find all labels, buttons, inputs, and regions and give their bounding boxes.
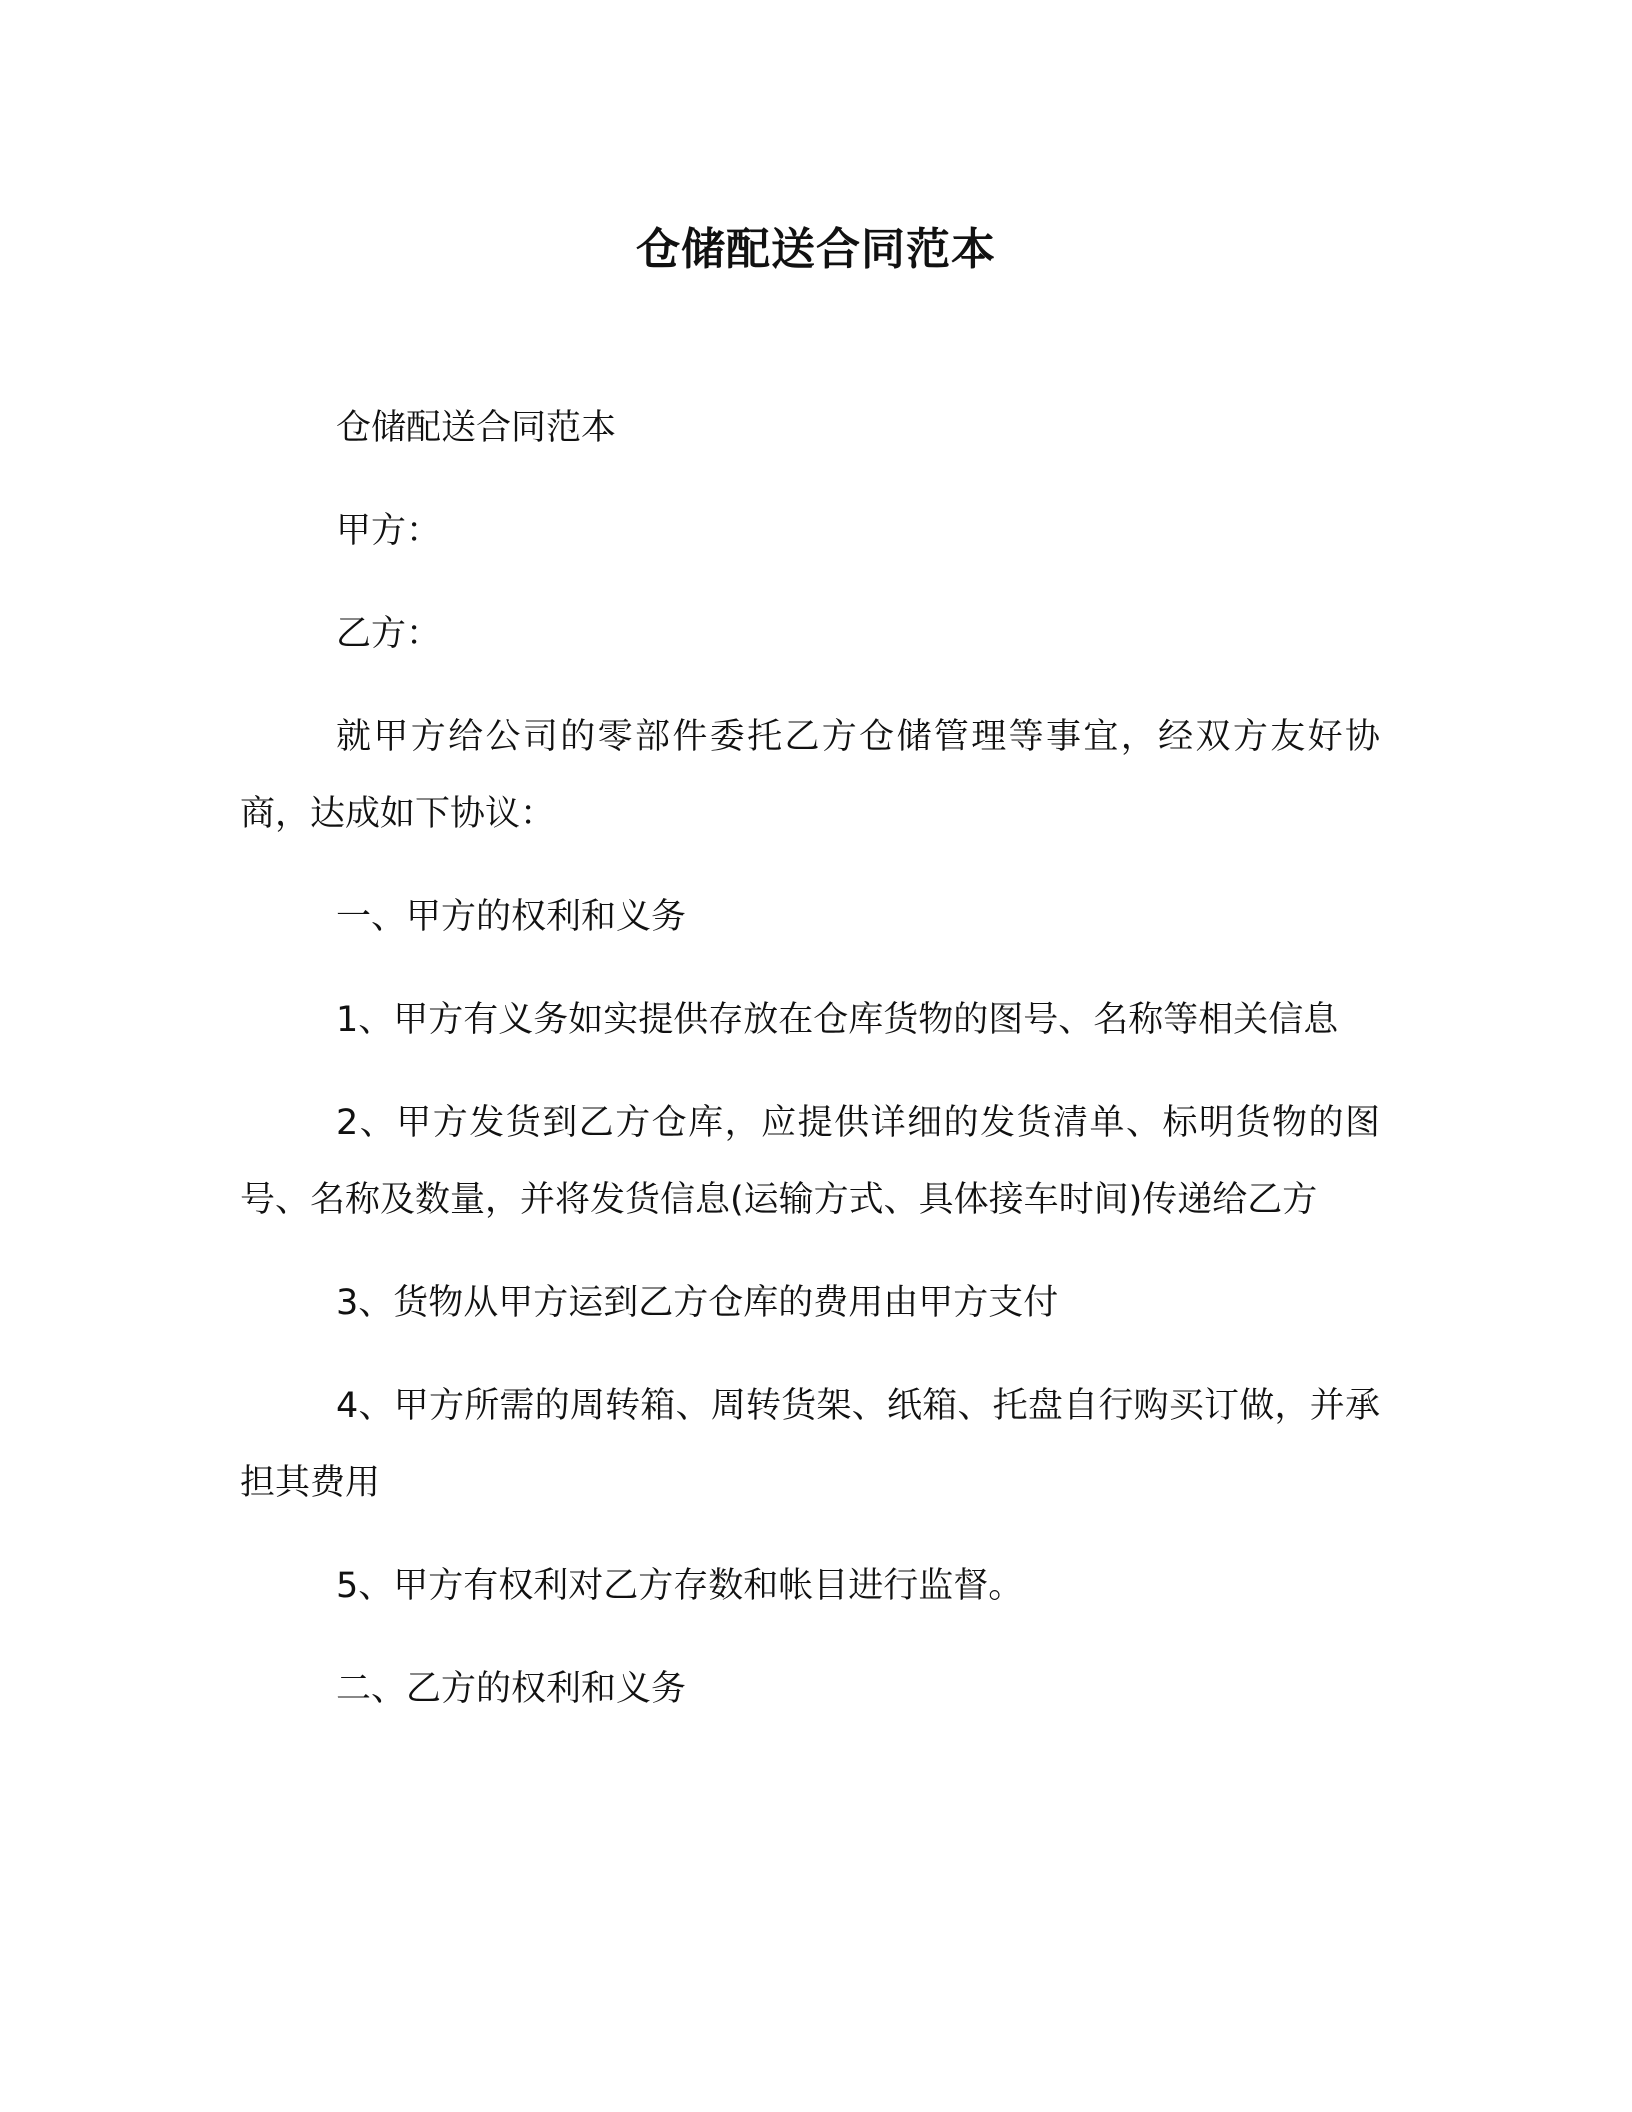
paragraph-party-a: 甲方： xyxy=(336,511,442,551)
paragraph-preamble: 就甲方给公司的零部件委托乙方仓储管理等事宜，经双方友好协商，达成如下协议： xyxy=(240,717,1380,834)
clause-a-4: 4、甲方所需的周转箱、周转货架、纸箱、托盘自行购买订做，并承担其费用 xyxy=(240,1386,1380,1503)
clause-a-1: 1、甲方有义务如实提供存放在仓库货物的图号、名称等相关信息 xyxy=(336,1000,1339,1040)
document-body xyxy=(240,390,1380,1754)
clause-a-3: 3、货物从甲方运到乙方仓库的费用由甲方支付 xyxy=(336,1283,1059,1323)
clause-a-5: 5、甲方有权利对乙方存数和帐目进行监督。 xyxy=(336,1566,1024,1606)
paragraph-party-b: 乙方： xyxy=(336,614,442,654)
document-title: 仓储配送合同范本 xyxy=(636,224,996,275)
paragraph-subtitle: 仓储配送合同范本 xyxy=(336,408,617,448)
section-heading-party-b: 二、乙方的权利和义务 xyxy=(336,1669,687,1709)
clause-a-2: 2、甲方发货到乙方仓库，应提供详细的发货清单、标明货物的图号、名称及数量，并将发货信息(运输方式、具体接车时间)传递给乙方 xyxy=(240,1103,1380,1220)
section-heading-party-a: 一、甲方的权利和义务 xyxy=(336,897,687,937)
